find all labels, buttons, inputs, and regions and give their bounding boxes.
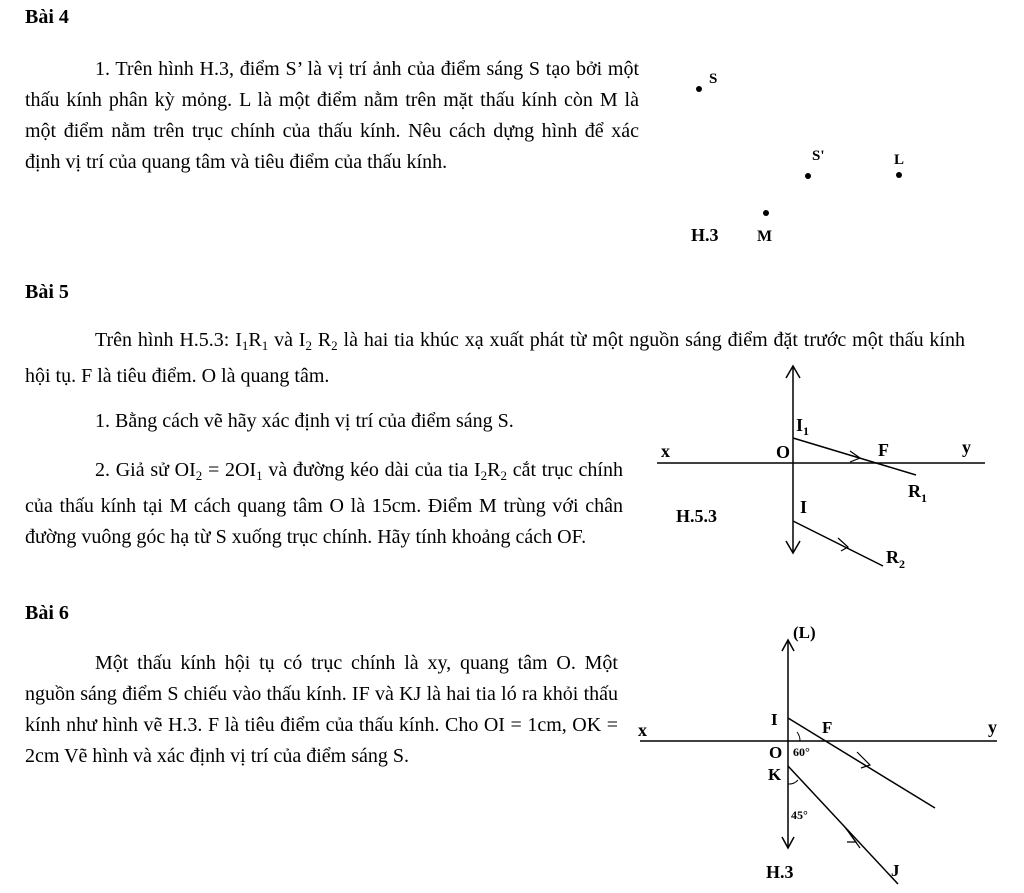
label-f: F [822, 718, 833, 737]
label-lens: (L) [793, 623, 816, 642]
label-i1: $I_1$ [796, 415, 810, 438]
angle-45-label: 45° [791, 808, 808, 822]
ray-if [788, 718, 935, 808]
label-f: F [878, 440, 889, 460]
bai6-heading: Bài 6 [25, 602, 69, 624]
label-o: O [776, 442, 791, 462]
label-s-prime: S' [812, 148, 825, 164]
label-y: y [962, 437, 971, 457]
angle-45-arc [788, 780, 798, 784]
bai6-paragraph: Một thấu kính hội tụ có trục chính là xy, quang tâm O. Một nguồn sáng điểm S chiếu vào thấu kính. IF và KJ là hai tia ló ra khỏi thấu kính như hình vẽ H.3. F là tiêu điểm của thấu kính. Cho OI = 1cm, OK = 2cm Vẽ hình và xác định vị trí của điểm sáng S. [25, 652, 618, 767]
label-s: S [709, 71, 718, 87]
label-m: M [757, 228, 773, 245]
ray-if-arrow-icon [857, 752, 870, 768]
label-i: I [800, 497, 808, 517]
bai4-heading: Bài 4 [25, 6, 69, 28]
label-l: L [894, 152, 905, 168]
label-k: K [768, 765, 782, 784]
figure-caption-h3: H.3 [691, 225, 719, 245]
bai5-question-2: 2. Giả sử $OI_2 = 2OI_1$ và đường kéo dài của tia $I_2R_2$ cắt trục chính của thấu kính tại M cách quang tâm O là 15cm. Điểm M trùng với chân đường vuông góc hạ từ S xuống trục chính. Hãy tính khoảng cách OF. [25, 459, 623, 548]
bai5-intro: Trên hình H.5.3: $I_1R_1$ và $I_2$ $R_2$ là hai tia khúc xạ xuất phát từ một nguồn sáng điểm đặt trước một thấu kính hội tụ. F là tiêu điểm. O là quang tâm. [25, 329, 965, 387]
label-x: x [638, 720, 647, 740]
label-j: J [891, 861, 900, 880]
bai4-paragraph: 1. Trên hình H.3, điểm S’ là vị trí ảnh của điểm sáng S tạo bởi một thấu kính phân kỳ mỏng. L là một điểm nằm trên mặt thấu kính còn M là một điểm nằm trên trục chính của thấu kính. Nêu cách dựng hình để xác định vị trí của quang tâm và tiêu điểm của thấu kính. [25, 58, 639, 173]
label-r2: $R_2$ [886, 547, 905, 571]
label-i: I [771, 710, 778, 729]
label-r1: $R_1$ [908, 481, 927, 505]
figure-caption-h53: H.5.3 [676, 506, 718, 526]
bai5-question-1: 1. Bằng cách vẽ hãy xác định vị trí của điểm sáng S. [95, 410, 514, 432]
figure-caption-h3: H.3 [766, 862, 794, 882]
angle-60-arc [797, 732, 800, 741]
angle-60-label: 60° [793, 745, 810, 759]
label-x: x [661, 441, 670, 461]
ray-kj [788, 766, 898, 884]
label-y: y [988, 717, 997, 737]
label-o: O [769, 743, 783, 762]
bai5-heading: Bài 5 [25, 281, 69, 303]
